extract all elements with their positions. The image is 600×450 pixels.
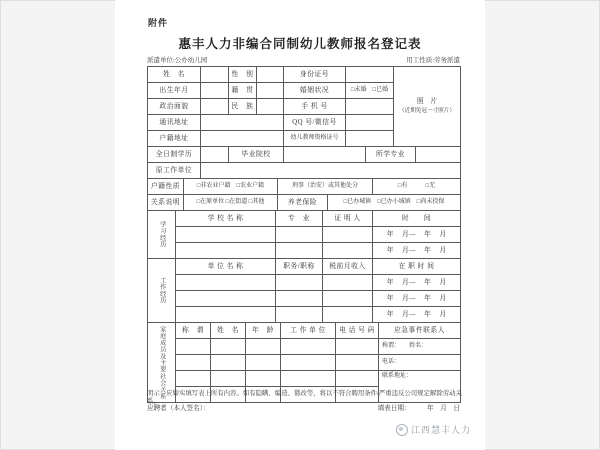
- relative-age-field: [246, 339, 281, 355]
- work-section-label: 工作经历: [148, 259, 176, 323]
- registration-form-table: [147, 66, 460, 403]
- employer-name-field: [176, 307, 276, 323]
- relative-age-field: [246, 371, 281, 387]
- relative-name-field: [211, 339, 246, 355]
- relative-phone-header: 电 话 号 码: [336, 323, 379, 339]
- education-section: [147, 146, 461, 163]
- income-field: [323, 275, 373, 291]
- income-field: [323, 291, 373, 307]
- relative-name-field: [211, 371, 246, 387]
- gender-field: [257, 67, 284, 83]
- relative-employer-field: [281, 371, 336, 387]
- work-period-cell: 年 月— 年 月: [373, 307, 461, 323]
- teacher-cert-field: [346, 131, 394, 147]
- work-row: [148, 275, 461, 291]
- politics-label: 政治面貌: [148, 99, 201, 115]
- prev-employer-field: [201, 163, 461, 179]
- study-major-header: 专 业: [276, 211, 323, 227]
- photo-title: 照 片: [416, 98, 438, 106]
- emergency-contact-header: 应急事件联系人: [379, 323, 461, 339]
- address-field: [201, 115, 284, 131]
- study-section-label: 学习经历: [148, 211, 176, 259]
- relative-phone-field: [336, 339, 379, 355]
- study-period-cell: 年 月— 年 月: [373, 243, 461, 259]
- criminal-checkbox-options: □有 □无: [373, 179, 461, 195]
- education-field: [201, 147, 229, 163]
- emergency-phone-cell: 电话：: [379, 355, 461, 371]
- job-title-header: 职务/职称: [276, 259, 323, 275]
- prev-employer-label: 原工作单位: [148, 163, 201, 179]
- criminal-label: 刑事（治安）或其他处分: [278, 179, 373, 195]
- referee-field: [323, 227, 373, 243]
- household-type-checkbox-options: □非农业户籍 □农业户籍: [184, 179, 278, 195]
- income-header: 税前月收入: [323, 259, 373, 275]
- major-label: 所学专业: [366, 147, 416, 163]
- id-number-field: [346, 67, 394, 83]
- signature-label: 应聘者（本人签名）：: [147, 405, 210, 412]
- job-title-field: [276, 275, 323, 291]
- dispatch-unit-label: 派遣单位:公办幼儿园: [147, 57, 208, 64]
- pension-checkbox-options: □已办城镇 □已办小城镇 □尚未投保: [328, 195, 461, 211]
- form-page: [115, 0, 485, 450]
- study-major-field: [276, 227, 323, 243]
- name-label: 姓 名: [148, 67, 201, 83]
- study-experience-section: [147, 210, 461, 259]
- logo-icon: [396, 424, 408, 436]
- notice-text: 明示：应如实填写表上所有内容。如有隐瞒、编造、篡改等，将以不符合聘用条件/严重违反公司规定解除劳动关系。: [147, 390, 462, 405]
- work-experience-section: [147, 258, 461, 323]
- household-addr-field: [201, 131, 284, 147]
- gender-label: 性 别: [229, 67, 257, 83]
- emergency-title-name-cell: 称谓： 姓名：: [379, 339, 461, 355]
- native-place-field: [257, 83, 284, 99]
- household-type-label: 户籍性质: [148, 179, 184, 195]
- employer-name-field: [176, 275, 276, 291]
- relative-name-header: 姓 名: [211, 323, 246, 339]
- study-period-cell: 年 月— 年 月: [373, 227, 461, 243]
- name-field: [201, 67, 229, 83]
- work-period-cell: 年 月— 年 月: [373, 291, 461, 307]
- referee-field: [323, 243, 373, 259]
- household-type-section: [147, 178, 461, 195]
- signature-row: [147, 402, 460, 412]
- job-title-field: [276, 307, 323, 323]
- relation-label: 关系说明: [148, 195, 184, 211]
- logo-text: 江西慧丰人力: [410, 425, 471, 435]
- employer-name-header: 单 位 名 称: [176, 259, 276, 275]
- relative-title-field: [176, 339, 211, 355]
- family-row: [148, 371, 461, 387]
- emergency-address-cell: 联系地址：: [379, 371, 461, 403]
- major-field: [416, 147, 461, 163]
- pension-label: 养老保险: [278, 195, 328, 211]
- household-addr-label: 户籍地址: [148, 131, 201, 147]
- date-label: 填表日期： 年 月 日: [377, 405, 460, 412]
- photo-box: [394, 67, 461, 147]
- family-row: [148, 355, 461, 371]
- family-row: [148, 339, 461, 355]
- relative-title-field: [176, 371, 211, 387]
- relative-title-header: 称 谓: [176, 323, 211, 339]
- mobile-label: 手 机 号: [284, 99, 346, 115]
- relative-employer-field: [281, 355, 336, 371]
- relation-pension-section: [147, 194, 461, 211]
- brand-logo: [396, 423, 471, 436]
- work-row: [148, 291, 461, 307]
- relative-title-field: [176, 355, 211, 371]
- relative-employer-field: [281, 339, 336, 355]
- relative-age-header: 年 龄: [246, 323, 281, 339]
- teacher-cert-label: 幼儿教师资格证号: [284, 131, 346, 147]
- school-label: 毕业院校: [229, 147, 284, 163]
- basic-info-section: [147, 66, 461, 147]
- tenure-header: 在 职 时 间: [373, 259, 461, 275]
- birth-label: 出生年月: [148, 83, 201, 99]
- income-field: [323, 307, 373, 323]
- photo-note: （近期免冠一寸照片）: [399, 108, 455, 115]
- mobile-field: [346, 99, 394, 115]
- referee-header: 证 明 人: [323, 211, 373, 227]
- attachment-label: 附件: [148, 18, 169, 28]
- politics-field: [201, 99, 229, 115]
- qq-label: QQ 号/微信号: [284, 115, 346, 131]
- work-period-cell: 年 月— 年 月: [373, 275, 461, 291]
- study-row: [148, 243, 461, 259]
- subheader-row: [147, 55, 460, 64]
- native-place-label: 籍 贯: [229, 83, 257, 99]
- school-name-field: [176, 227, 276, 243]
- school-name-header: 学 校 名 称: [176, 211, 276, 227]
- birth-field: [201, 83, 229, 99]
- work-row: [148, 307, 461, 323]
- relative-employer-header: 工 作 单 位: [281, 323, 336, 339]
- study-row: [148, 227, 461, 243]
- study-time-header: 时 间: [373, 211, 461, 227]
- family-section-label: 家庭成员及主要社会关系: [148, 323, 176, 403]
- employer-name-field: [176, 291, 276, 307]
- relative-phone-field: [336, 355, 379, 371]
- ethnic-field: [257, 99, 284, 115]
- school-name-field: [176, 243, 276, 259]
- relative-age-field: [246, 355, 281, 371]
- employment-type-label: 用工性质:劳务派遣: [406, 57, 460, 64]
- page-title: 惠丰人力非编合同制幼儿教师报名登记表: [178, 37, 422, 51]
- relation-checkbox-options: □在原单位 □在街道 □其他: [184, 195, 278, 211]
- study-major-field: [276, 243, 323, 259]
- job-title-field: [276, 291, 323, 307]
- id-number-label: 身份证号: [284, 67, 346, 83]
- marital-label: 婚姻状况: [284, 83, 346, 99]
- relative-name-field: [211, 355, 246, 371]
- education-label: 全日制学历: [148, 147, 201, 163]
- school-field: [284, 147, 366, 163]
- address-label: 通讯地址: [148, 115, 201, 131]
- relative-phone-field: [336, 371, 379, 387]
- prev-employer-section: [147, 162, 461, 179]
- qq-field: [346, 115, 394, 131]
- ethnic-label: 民 族: [229, 99, 257, 115]
- marital-checkbox-options: □未婚 □已婚: [346, 83, 394, 99]
